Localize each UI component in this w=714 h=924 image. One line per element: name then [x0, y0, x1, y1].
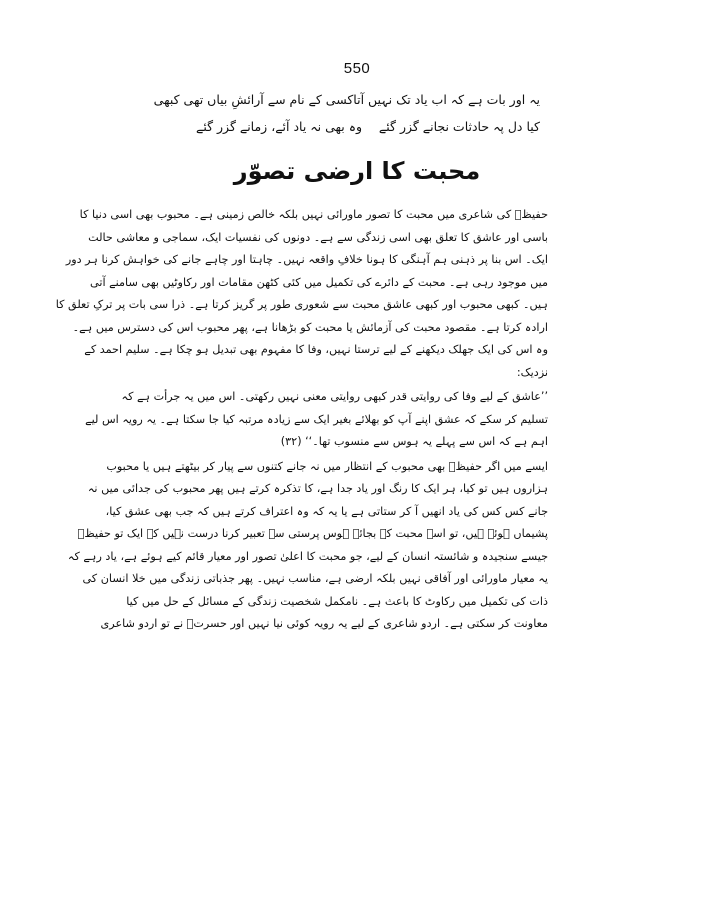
text-line: ہیں۔ کبھی محبوب اور کبھی عاشق محبت سے شعوری طور پر گریز کرتا ہے۔ ذرا سی بات پر ترکِ تعلق کا	[55, 298, 548, 311]
couplet-1	[153, 86, 540, 113]
text-line: ایک۔ اس بنا پر ذہنی ہم آہنگی کا ہونا خلافِ واقعہ نہیں۔ چاہتا اور چاہے جانے کی خواہش کرنا ہر دور	[65, 253, 548, 266]
text-line: جیسے سنجیدہ و شائستہ انسان کے لیے، جو محبت کا اعلیٰ تصور اور معیار قائم کیے ہوئے ہے، یاد رہے کہ	[67, 549, 548, 563]
page-number: 550	[343, 60, 371, 77]
text-line: ایسے میں اگر حفیظؔ بھی محبوب کے انتظار میں نہ جانے کتنوں سے پیار کر بیٹھتے ہیں یا محبوب	[106, 459, 548, 473]
block-quote	[85, 386, 548, 454]
paragraph-2	[67, 456, 548, 636]
body-text	[55, 204, 548, 636]
text-line: پشیماں ہوئے ہیں، تو اسے محبت کے بجائے ہوس پرستی سے تعبیر کرنا درست نہیں کہ ایک تو حفیظؔ	[77, 527, 548, 540]
paragraph-1	[55, 204, 548, 384]
text-line: میں موجود رہی ہے۔ محبت کے دائرے کی تکمیل میں کئی کٹھن مقامات اور رکاوٹیں بھی سامنے آتی	[90, 275, 548, 289]
couplet-1-second-line: کسی کے نام سے آرائشِ بیاں تھی کبھی	[153, 92, 354, 107]
text-line: باسی اور عاشق کا تعلق بھی اسی زندگی سے ہے۔ دونوں کی نفسیات ایک، سماجی و معاشی حالت	[88, 230, 548, 244]
couplet-2	[196, 113, 540, 140]
verse-couplets	[153, 86, 540, 140]
text-line: نزدیک:	[516, 365, 548, 379]
couplet-1-first-line: یہ اور بات ہے کہ اب یاد تک نہیں آتا	[353, 92, 540, 107]
text-line: حفیظؔ کی شاعری میں محبت کا تصور ماورائی نہیں بلکہ خالص زمینی ہے۔ محبوب بھی اسی دنیا کا	[79, 208, 548, 221]
text-line: ارادہ کرتا ہے۔ مقصود محبت کی آزمائش یا محبت کو بڑھانا ہے، پھر محبوب اس کی دسترس میں ہے۔	[72, 320, 548, 334]
section-heading: محبت کا ارضی تصوّر	[233, 157, 481, 185]
quote-line: اہم ہے کہ اس سے پہلے یہ ہوس سے منسوب تھا۔‘‘ (۳۲)	[280, 435, 548, 448]
couplet-2-first-line: کیا دل پہ حادثات نجانے گزر گئے	[378, 119, 540, 134]
text-line: وہ اس کی ایک جھلک دیکھنے کے لیے ترستا نہیں، وفا کا مفہوم بھی تبدیل ہو چکا ہے۔ سلیم احمد کے	[84, 343, 548, 356]
text-line: ذات کی تکمیل میں رکاوٹ کا باعث ہے۔ نامکمل شخصیت زندگی کے مسائل کے حل میں کیا	[126, 594, 548, 608]
text-line: جانے کس کس کی یاد انھیں آ کر ستاتی ہے یا یہ کہ وہ اعتراف کرتے ہیں کہ جب بھی عشق کیا،	[105, 504, 548, 518]
text-line: ہزاروں ہیں تو کیا، ہر ایک کا رنگ اور یاد جدا ہے، کا تذکرہ کرتے ہیں پھر محبوب کی جدائی میں نہ	[87, 482, 548, 495]
quote-line: تسلیم کر سکے کہ عشق اپنے آپ کو بھلائے بغیر ایک سے زیادہ مرتبہ کیا جا سکتا ہے۔ یہ رویہ اس لیے	[85, 412, 548, 426]
quote-line: ’’عاشق کے لیے وفا کی روایتی قدر کبھی روایتی معنی نہیں رکھتی۔ اس میں یہ جرأت ہے کہ	[121, 390, 548, 403]
couplet-2-second-line: وہ بھی نہ یاد آئے، زمانے گزر گئے	[196, 119, 363, 134]
text-line: معاونت کر سکتی ہے۔ اردو شاعری کے لیے یہ رویہ کوئی نیا نہیں اور حسرتؔ نے تو اردو شاعری	[100, 617, 548, 630]
text-line: یہ معیار ماورائی اور آفاقی نہیں بلکہ ارضی ہے، مناسب نہیں۔ پھر جذباتی زندگی میں خلا انسان کی	[82, 572, 548, 585]
